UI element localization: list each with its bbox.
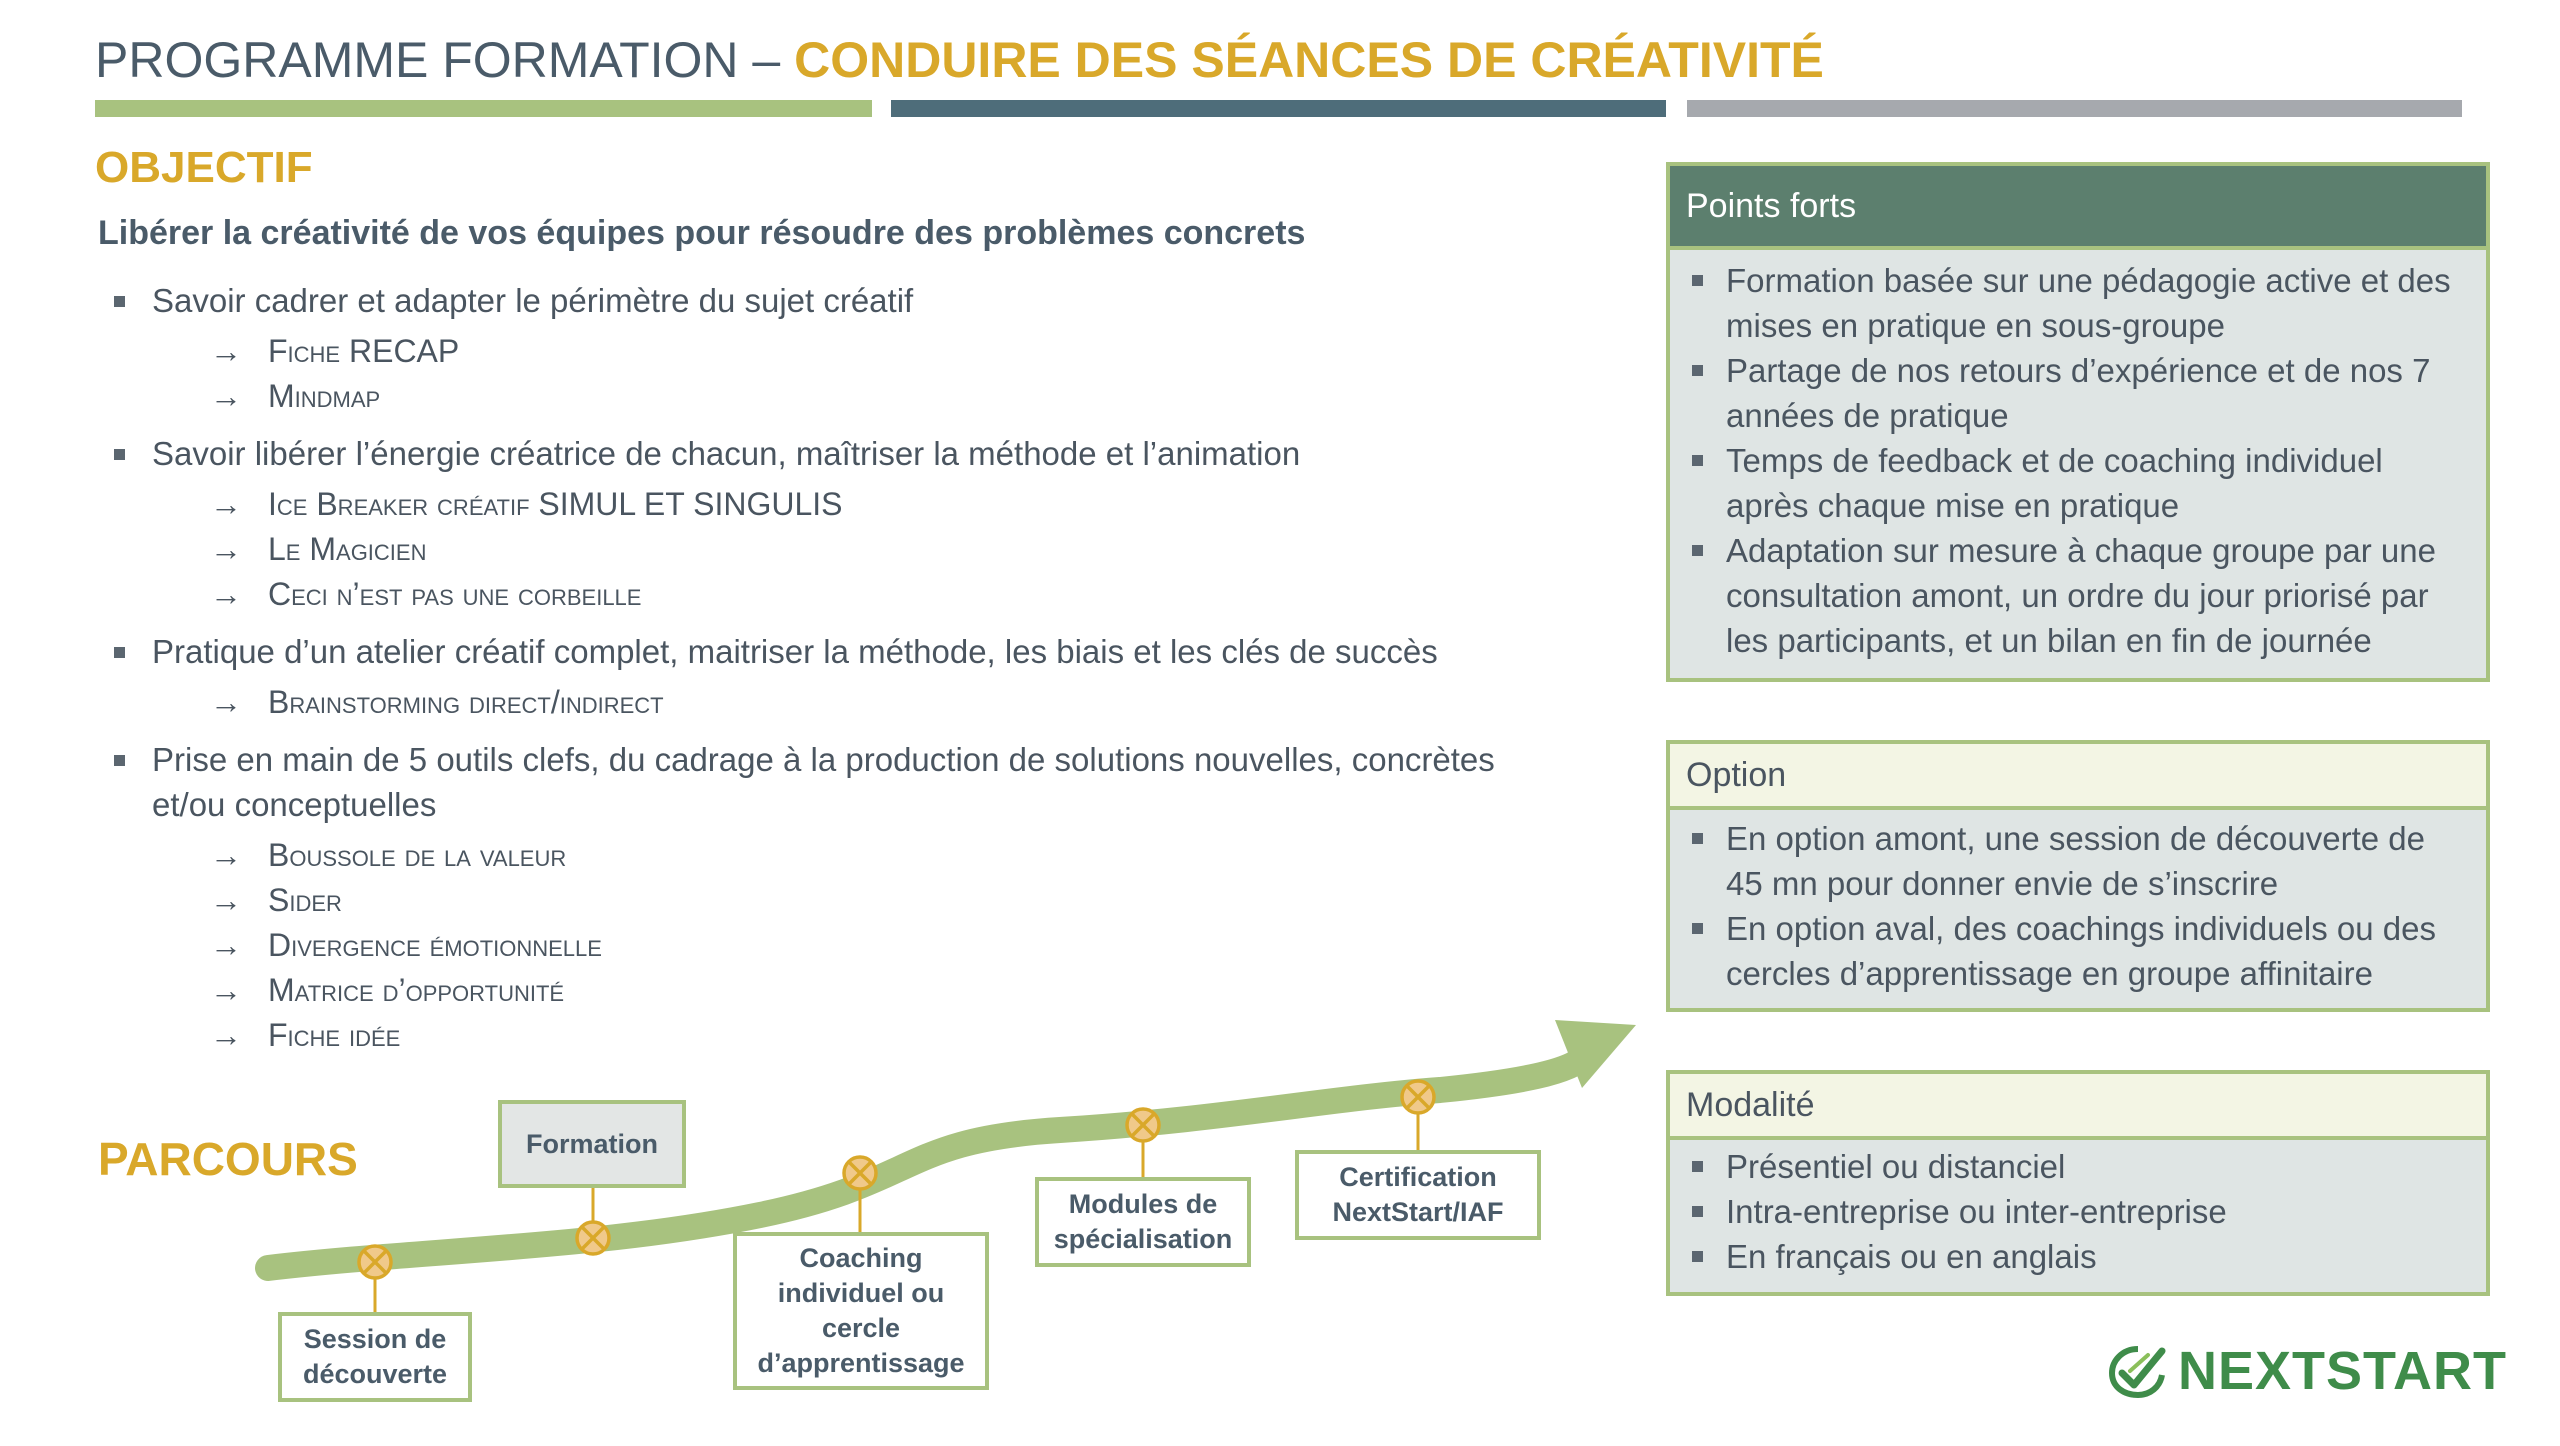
square-bullet-icon [1692, 1251, 1703, 1262]
milestone-marker-icon [359, 1246, 391, 1278]
milestone-marker-icon [844, 1157, 876, 1189]
panel-item-text: En option aval, des coachings individuels ou des cercles d’apprentissage en groupe affinitaire [1726, 910, 2436, 992]
panel-item [1690, 1234, 2466, 1279]
step-coaching: Coaching individuel ou cercle d’apprentissage [733, 1232, 989, 1390]
panel-item [1690, 1189, 2466, 1234]
objectif-heading: OBJECTIF [95, 143, 313, 192]
objectif-lead: Libérer la créativité de vos équipes pour résoudre des problèmes concrets [98, 214, 1306, 252]
square-bullet-icon [1692, 1206, 1703, 1217]
arrow-right-icon: → [210, 882, 242, 918]
panel-points-forts-list [1670, 250, 2486, 663]
panel-item-text: Présentiel ou distanciel [1726, 1148, 2066, 1185]
square-bullet-icon [1692, 365, 1703, 376]
panel-item-text: Temps de feedback et de coaching individuel après chaque mise en pratique [1726, 442, 2383, 524]
objectif-item-text: Prise en main de 5 outils clefs, du cadrage à la production de solutions nouvelles, concrètes et/ou conceptuelles [152, 741, 1495, 823]
panel-item-text: En français ou en anglais [1726, 1238, 2097, 1275]
square-bullet-icon [1692, 833, 1703, 844]
parcours-heading: PARCOURS [98, 1133, 358, 1185]
panel-item-text: Adaptation sur mesure à chaque groupe par une consultation amont, un ordre du jour priorisé par les participants, et un bilan en fin de journée [1726, 532, 2436, 659]
panel-item [1690, 258, 2466, 348]
square-bullet-icon [1692, 545, 1703, 556]
objectif-subitem-text: Ceci n’est pas une corbeille [268, 576, 642, 612]
panel-item-text: Formation basée sur une pédagogie active et des mises en pratique en sous-groupe [1726, 262, 2451, 344]
brand-logo [2108, 1340, 2507, 1402]
panel-option [1666, 740, 2490, 1012]
objectif-subitem-text: Divergence émotionnelle [268, 927, 602, 963]
objectif-item-text: Pratique d’un atelier créatif complet, maitriser la méthode, les biais et les clés de succès [152, 633, 1438, 670]
panel-points-forts [1666, 162, 2490, 682]
panel-item [1690, 438, 2466, 528]
arrow-right-icon: → [210, 576, 242, 612]
milestone-marker-icon [1402, 1081, 1434, 1113]
panel-item [1690, 348, 2466, 438]
panel-modalite-list [1670, 1140, 2486, 1279]
arrow-right-icon: → [210, 1017, 242, 1053]
objectif-subitem-text: Le Magicien [268, 531, 427, 567]
arrow-right-icon: → [210, 684, 242, 720]
arrow-right-icon: → [210, 837, 242, 873]
objectif-item-text: Savoir cadrer et adapter le périmètre du sujet créatif [152, 282, 914, 319]
panel-option-title: Option [1670, 744, 2486, 810]
objectif-subitem-text: Sider [268, 882, 342, 918]
arrow-right-icon: → [210, 927, 242, 963]
objectif-subitem-text: Fiche RECAP [268, 333, 460, 369]
arrow-right-icon: → [210, 333, 242, 369]
milestone-marker-icon [577, 1222, 609, 1254]
objectif-item-text: Savoir libérer l’énergie créatrice de chacun, maîtriser la méthode et l’animation [152, 435, 1301, 472]
panel-item-text: Partage de nos retours d’expérience et de nos 7 années de pratique [1726, 352, 2431, 434]
objectif-subitem-text: Brainstorming direct/indirect [268, 684, 664, 720]
arrow-right-icon: → [210, 486, 242, 522]
arrow-right-icon: → [210, 972, 242, 1008]
step-modules: Modules de spécialisation [1035, 1177, 1251, 1267]
panel-item [1690, 1144, 2466, 1189]
panel-modalite-title: Modalité [1670, 1074, 2486, 1140]
milestone-marker-icon [1127, 1109, 1159, 1141]
panel-option-list [1670, 810, 2486, 996]
panel-item [1690, 816, 2466, 906]
objectif-subitem-text: Matrice d’opportunité [268, 972, 565, 1008]
step-formation: Formation [498, 1100, 686, 1188]
square-bullet-icon [1692, 1161, 1703, 1172]
step-session-decouverte: Session de découverte [278, 1312, 472, 1402]
arrow-right-icon: → [210, 531, 242, 567]
square-bullet-icon [1692, 455, 1703, 466]
square-bullet-icon [1692, 275, 1703, 286]
objectif-subitem-text: Boussole de la valeur [268, 837, 567, 873]
panel-item-text: Intra-entreprise ou inter-entreprise [1726, 1193, 2227, 1230]
square-bullet-icon [1692, 923, 1703, 934]
objectif-subitem-text: Fiche idée [268, 1017, 401, 1053]
panel-item [1690, 906, 2466, 996]
panel-item [1690, 528, 2466, 663]
objectif-subitem-text: Mindmap [268, 378, 381, 414]
panel-modalite [1666, 1070, 2490, 1296]
check-leaf-logo-icon [2108, 1343, 2168, 1399]
panel-points-forts-title: Points forts [1670, 166, 2486, 250]
panel-item-text: En option amont, une session de découverte de 45 mn pour donner envie de s’inscrire [1726, 820, 2425, 902]
title-highlight: CONDUIRE DES SÉANCES DE CRÉATIVITÉ [794, 32, 1824, 88]
brand-name: NEXTSTART [2178, 1341, 2507, 1401]
objectif-subitem-text: Ice Breaker créatif SIMUL ET SINGULIS [268, 486, 843, 522]
step-certification: Certification NextStart/IAF [1295, 1150, 1541, 1240]
title-prefix: PROGRAMME FORMATION – [95, 32, 795, 88]
arrow-right-icon: → [210, 378, 242, 414]
